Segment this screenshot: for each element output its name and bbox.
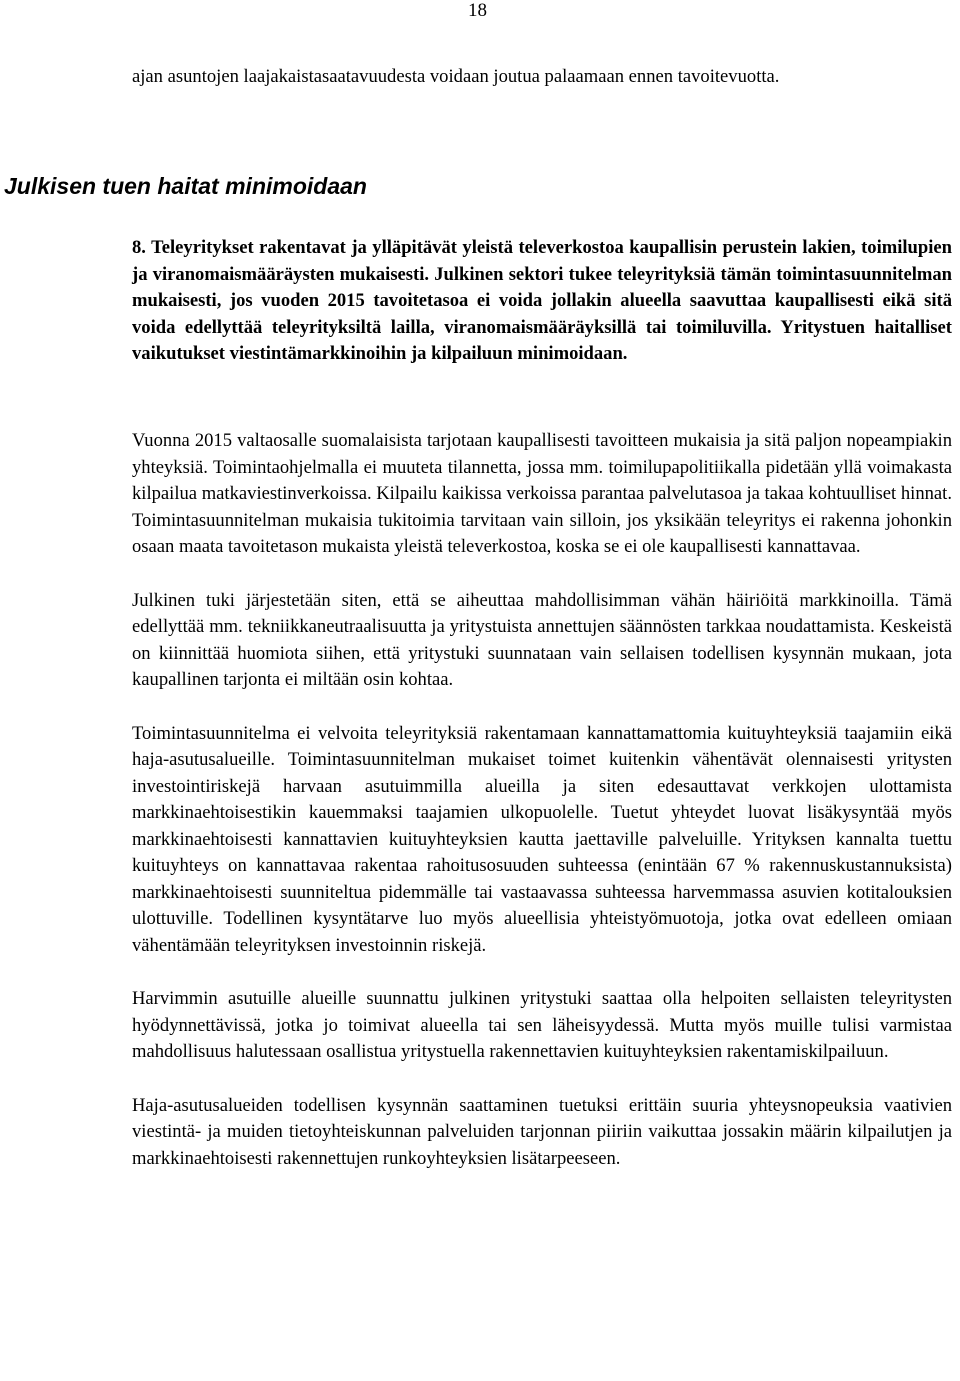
page-number: 18 — [468, 0, 487, 21]
policy-point-8: 8. Teleyritykset rakentavat ja ylläpitävät yleistä televerkostoa kaupallisin perustein lakien, toimilupien ja viranomaismääräysten mukaisesti. Julkinen sektori tukee teleyrityksiä tämän toimintasuunnitelman mukaisesti, jos vuoden 2015 tavoitetasoa ei voida jollakin alueella saavuttaa kaupallisesti eikä sitä voida edellyttää teleyrityksiltä lailla, viranomaismääräyksillä tai toimiluvilla. Yritystuen haitalliset vaikutukset viestintämarkkinoihin ja kilpailuun minimoidaan. — [132, 237, 952, 364]
body-paragraph: Harvimmin asutuille alueille suunnattu julkinen yritystuki saattaa olla helpoiten sellaisten teleyritysten hyödynnettävissä, jotka jo toimivat alueella tai sen läheisyydessä. Mutta myös muille tulisi varmistaa mahdollisuus halutessaan osallistua yritystuella rakennettavien kuituyhteyksien rakentamiskilpailuun. — [132, 988, 952, 1062]
body-paragraphs — [132, 428, 952, 1199]
body-paragraph: Haja-asutusalueiden todellisen kysynnän saattaminen tuetuksi erittäin suuria yhteysnopeuksia vaativien viestintä- ja muiden tietoyhteiskunnan palveluiden tarjonnan piiriin vaikuttaa jossakin määrin kilpailutjen ja markkinaehtoisesti rakennettujen runkoyhteyksien lisätarpeeseen. — [132, 1094, 952, 1169]
body-paragraph: Vuonna 2015 valtaosalle suomalaisista tarjotaan kaupallisesti tavoitteen mukaisia ja sitä paljon nopeampiakin yhteyksiä. Toimintaohjelmalla ei muuteta tilannetta, jossa mm. toimilupapolitiikalla pidetään yllä voimakasta kilpailua matkaviestinverkoissa. Kilpailu kaikissa verkoissa parantaa palvelutasoa ja takaa kohtuulliset hinnat. Toimintasuunnitelman mukaisia tukitoimia tarvitaan vain silloin, jos yksikään teleyritys ei rakenna johonkin osaan maata tavoitetason mukaista yleistä televerkostoa, koska se ei ole kaupallisesti kannattavaa. — [132, 430, 952, 557]
section-heading: Julkisen tuen haitat minimoidaan — [4, 173, 367, 199]
body-paragraph: Toimintasuunnitelma ei velvoita teleyrityksiä rakentamaan kannattamattomia kuituyhteyksiä taajamiin eikä haja-asutusalueille. Toimintasuunnitelman mukaiset toimet kuitenkin vähentävät olennaisesti yritysten investointiriskejä harvaan asutuimmilla alueilla ja siten edesauttavat verkkojen ulottamista markkinaehtoisestikin kauemmaksi taajamien ulkopuolelle. Tuetut yhteydet luovat lisäkysyntää myös markkinaehtoisesti kannattavien kuituyhteyksien kautta jaettaville palveluille. Yrityksen kannalta tuettu kuituyhteys on kannattavaa rakentaa rahoitusosuuden suhteessa (enintään 67 % rakennuskustannuksista) markkinaehtoisesti suunniteltua pidemmälle tai vastaavassa suhteessa harvemmassa asuvien kotitalouksien ulottuville. Todellinen kysyntätarve luo myös alueellisia yhteistyömuotoja, jotka ovat edelleen omiaan vähentämään teleyrityksen investoinnin riskejä. — [132, 722, 952, 956]
body-paragraph: Julkinen tuki järjestetään siten, että se aiheuttaa mahdollisimman vähän häiriöitä markkinoilla. Tämä edellyttää mm. tekniikkaneutraalisuutta ja yritystuista annettujen säännösten tarkkaa noudattamista. Keskeistä on kiinnittää huomiota siihen, että yritystuki suunnataan vain sellaisen todellisen kysynnän mukaan, jota kaupallinen tarjonta ei miltään osin kohtaa. — [132, 589, 952, 690]
intro-block — [132, 64, 952, 91]
intro-paragraph: ajan asuntojen laajakaistasaatavuudesta voidaan joutua palaamaan ennen tavoitevuotta. — [132, 66, 780, 87]
